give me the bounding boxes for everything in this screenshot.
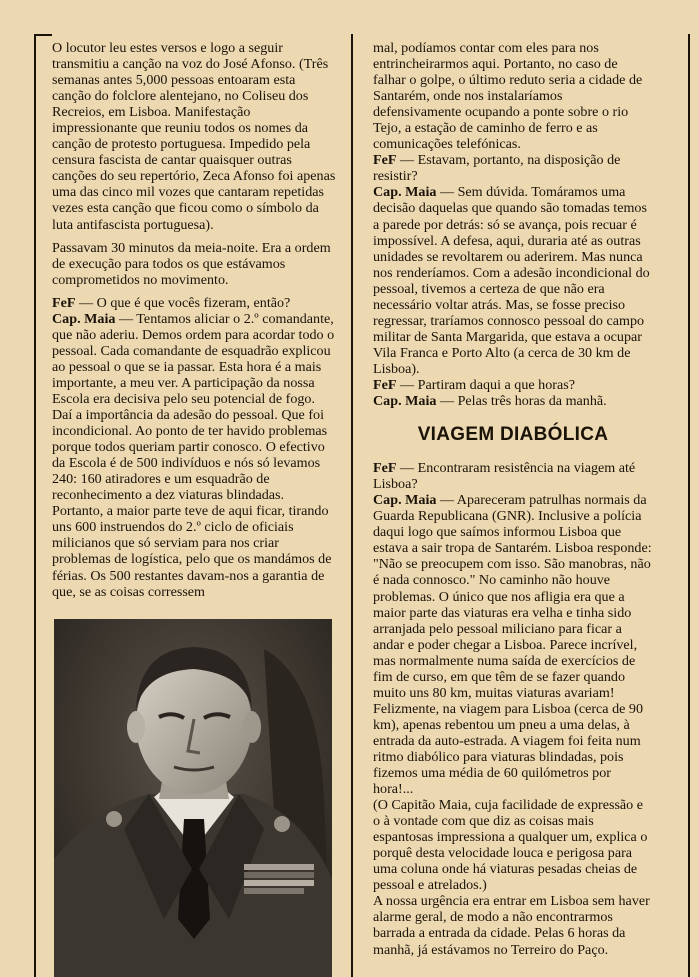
paragraph-locutor: O locutor leu estes versos e logo a seguir transmitiu a canção na voz do José Afonso. (Três semanas antes 5,000 pessoas entoaram esta canção do folclore alentejano, no Coliseu dos Recreios, em Lisboa. Manifestação impressionante que reuniu todos os nomes da canção de protesto portuguesa. Impedido pela censura fascista de cantar quaisquer outras canções do seu repertório, Zeca Afonso foi apenas uma das cinco mil vozes que cantaram repetidas vezes esta canção que ficou como o símbolo da luta antifascista portuguesa).	[52, 40, 336, 233]
speaker-label: Cap. Maia	[373, 393, 437, 410]
right-border-rule	[688, 34, 690, 977]
answer-3	[373, 393, 653, 409]
answer-text: — Apareceram patrulhas normais da Guarda Republicana (GNR). Inclusive a polícia daqui logo que saímos informou Lisboa que estava a sair tropa de Santarém. Lisboa responde: "Não se preocupem com isso. São manobras, não é nada connosco." No caminho não houve problemas. O único que nos afligia era que a maior parte das viaturas era velha e tinha sido arranjada pelo pessoal miliciano para ficar a andar e poder chegar a Lisboa. Parece incrível, mas normalmente numa saída de exercícios de fim de curso, em que têm de se fazer quando muito uns 80 km, muitas viaturas avariam! Felizmente, na viagem para Lisboa (cerca de 90 km), apenas rebentou um pneu a uma delas, à entrada da auto-estrada. A viagem foi feita num ritmo diabólico para viaturas blindadas, pois fizemos uma média de 60 quilómetros por hora!...	[373, 492, 652, 798]
editor-note: (O Capitão Maia, cuja facilidade de expressão e o à vontade com que diz as coisas mais espantosas impressiona a qualquer um, explica o porquê desta velocidade louca e perigosa para uma coluna onde há viaturas pesadas cheias de pessoal e atrelados.)	[373, 797, 648, 894]
question-text: — O que é que vocês fizeram, então?	[75, 294, 291, 311]
paragraph-meia-noite: Passavam 30 minutos da meia-noite. Era a ordem de execução para todos os que estávamos comprometidos no movimento.	[52, 239, 331, 288]
answer-text: — Pelas três horas da manhã.	[436, 393, 607, 410]
closing-paragraph: A nossa urgência era entrar em Lisboa sem haver alarme geral, de modo a não encontrarmos barrada a entrada da cidade. Pelas 6 horas da manhã, já estávamos no Terreiro do Paço.	[373, 893, 650, 958]
question-text: — Encontraram resistência na viagem até Lisboa?	[373, 460, 636, 493]
speaker-label: Cap. Maia	[373, 184, 437, 201]
left-border-rule	[34, 34, 36, 977]
speaker-label: FeF	[373, 152, 397, 169]
column-divider-rule	[351, 34, 353, 977]
question-1	[52, 295, 336, 311]
left-column	[52, 40, 336, 600]
question-4	[373, 460, 653, 492]
section-heading: VIAGEM DIABÓLICA	[417, 424, 609, 446]
answer-text: — Sem dúvida. Tomáramos uma decisão daquelas que quando são tomadas temos a parede por detrás: só se avança, pois recuar é impossível. A defesa, aqui, duraria até as outras unidades se revoltarem ou aderirem. Mas nunca nos renderíamos. Com a adesão incondicional do pessoal, tivemos a certeza de que não era necessário voltar atrás. Mas, se fosse preciso regressar, traríamos connosco pessoal do campo militar de Santa Margarida, que estava a ocupar Vila Franca e Porto Alto (a cerca de 30 km de Lisboa).	[373, 184, 650, 377]
speaker-label: FeF	[373, 460, 397, 477]
answer-1-continued: mal, podíamos contar com eles para nos entrincheirarmos aqui. Portanto, no caso de falhar o golpe, o último reduto seria a cidade de Santarém, onde nos instalaríamos defensivamente ocupando a ponte sobre o rio Tejo, a estação de caminho de ferro e as comunicações telefónicas.	[373, 40, 643, 153]
question-3	[373, 377, 653, 393]
question-text: — Estavam, portanto, na disposição de resistir?	[373, 152, 621, 185]
portrait-illustration	[54, 619, 332, 977]
right-column	[373, 40, 653, 958]
answer-2	[373, 184, 653, 377]
speaker-label: Cap. Maia	[52, 310, 116, 327]
top-left-rule	[34, 34, 52, 36]
portrait-photo	[54, 619, 332, 977]
answer-1	[52, 311, 336, 600]
question-text: — Partiram daqui a que horas?	[396, 376, 575, 393]
answer-text: — Tentamos aliciar o 2.º comandante, que não aderiu. Demos ordem para acordar todo o pessoal. Cada comandante de esquadrão explicou ao pessoal o que se ia passar. Esta hora é a mais importante, a meu ver. A participação da nossa Escola era decisiva pelo seu potencial de fogo. Daí a importância da adesão do pessoal. Que foi incondicional. Ao ponto de ter havido problemas porque todos queriam partir conosco. O efectivo da Escola é de 500 indivíduos e nós só levamos 240: 160 atiradores e um esquadrão de reconhecimento a dez viaturas blindadas. Portanto, a maior parte teve de aqui ficar, tirando uns 600 instruendos do 2.º ciclo de oficiais milicianos que só serviam para nos criar problemas de logística, pelo que os mandámos de férias. Os 500 restantes davam-nos a garantia de que, se as coisas corressem	[52, 310, 335, 600]
question-2	[373, 152, 653, 184]
speaker-label: FeF	[373, 376, 397, 393]
speaker-label: FeF	[52, 294, 76, 311]
answer-4	[373, 492, 653, 797]
speaker-label: Cap. Maia	[373, 492, 437, 509]
